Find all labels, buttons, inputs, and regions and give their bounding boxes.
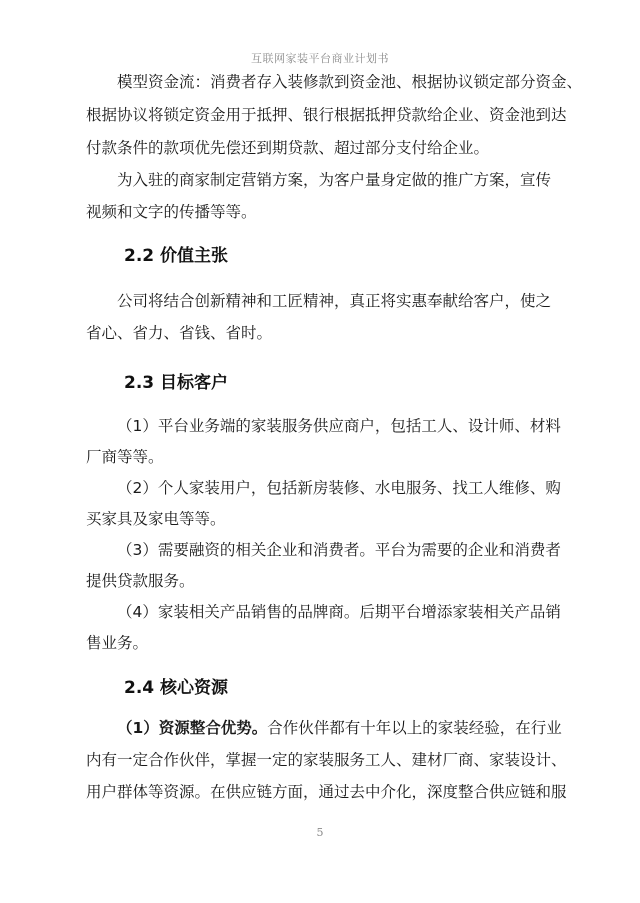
paragraph-line: 根据协议将锁定资金用于抵押、银行根据抵押贷款给企业、资金池到达 [86, 106, 567, 124]
list-item-line: （4）家装相关产品销售的品牌商。后期平台增添家装相关产品销 [117, 603, 561, 621]
list-item-line: （1）平台业务端的家装服务供应商户，包括工人、设计师、材料 [117, 417, 561, 435]
paragraph-line [117, 718, 562, 738]
section-heading: 2.4 核心资源 [124, 678, 229, 698]
list-item-line: 买家具及家电等等。 [86, 510, 226, 528]
lead-text: 合作伙伴都有十年以上的家装经验，在行业 [267, 719, 562, 737]
page-number: 5 [316, 826, 324, 839]
paragraph-line: 模型资金流：消费者存入装修款到资金池、根据协议锁定部分资金、 [117, 73, 583, 91]
paragraph-line: 用户群体等资源。在供应链方面，通过去中介化，深度整合供应链和服 [86, 783, 567, 801]
list-item-line: （2）个人家装用户，包括新房装修、水电服务、找工人维修、购 [117, 479, 561, 497]
bold-lead: （1）资源整合优势。 [117, 719, 268, 737]
list-item-line: （3）需要融资的相关企业和消费者。平台为需要的企业和消费者 [117, 541, 561, 559]
paragraph-line: 为入驻的商家制定营销方案，为客户量身定做的推广方案，宣传 [117, 171, 552, 189]
paragraph-line: 视频和文字的传播等等。 [86, 203, 257, 221]
list-item-line: 售业务。 [86, 634, 149, 652]
paragraph-line: 省心、省力、省钱、省时。 [86, 324, 273, 342]
section-heading: 2.2 价值主张 [124, 246, 229, 266]
list-item-line: 厂商等等。 [86, 448, 164, 466]
paragraph-line: 内有一定合作伙伴，掌握一定的家装服务工人、建材厂商、家装设计、 [86, 751, 567, 769]
section-heading: 2.3 目标客户 [124, 373, 229, 393]
list-item-line: 提供贷款服务。 [86, 572, 195, 590]
page-header: 互联网家装平台商业计划书 [251, 52, 389, 65]
paragraph-line: 付款条件的款项优先偿还到期贷款、超过部分支付给企业。 [86, 139, 490, 157]
paragraph-line: 公司将结合创新精神和工匠精神，真正将实惠奉献给客户，使之 [117, 292, 552, 310]
